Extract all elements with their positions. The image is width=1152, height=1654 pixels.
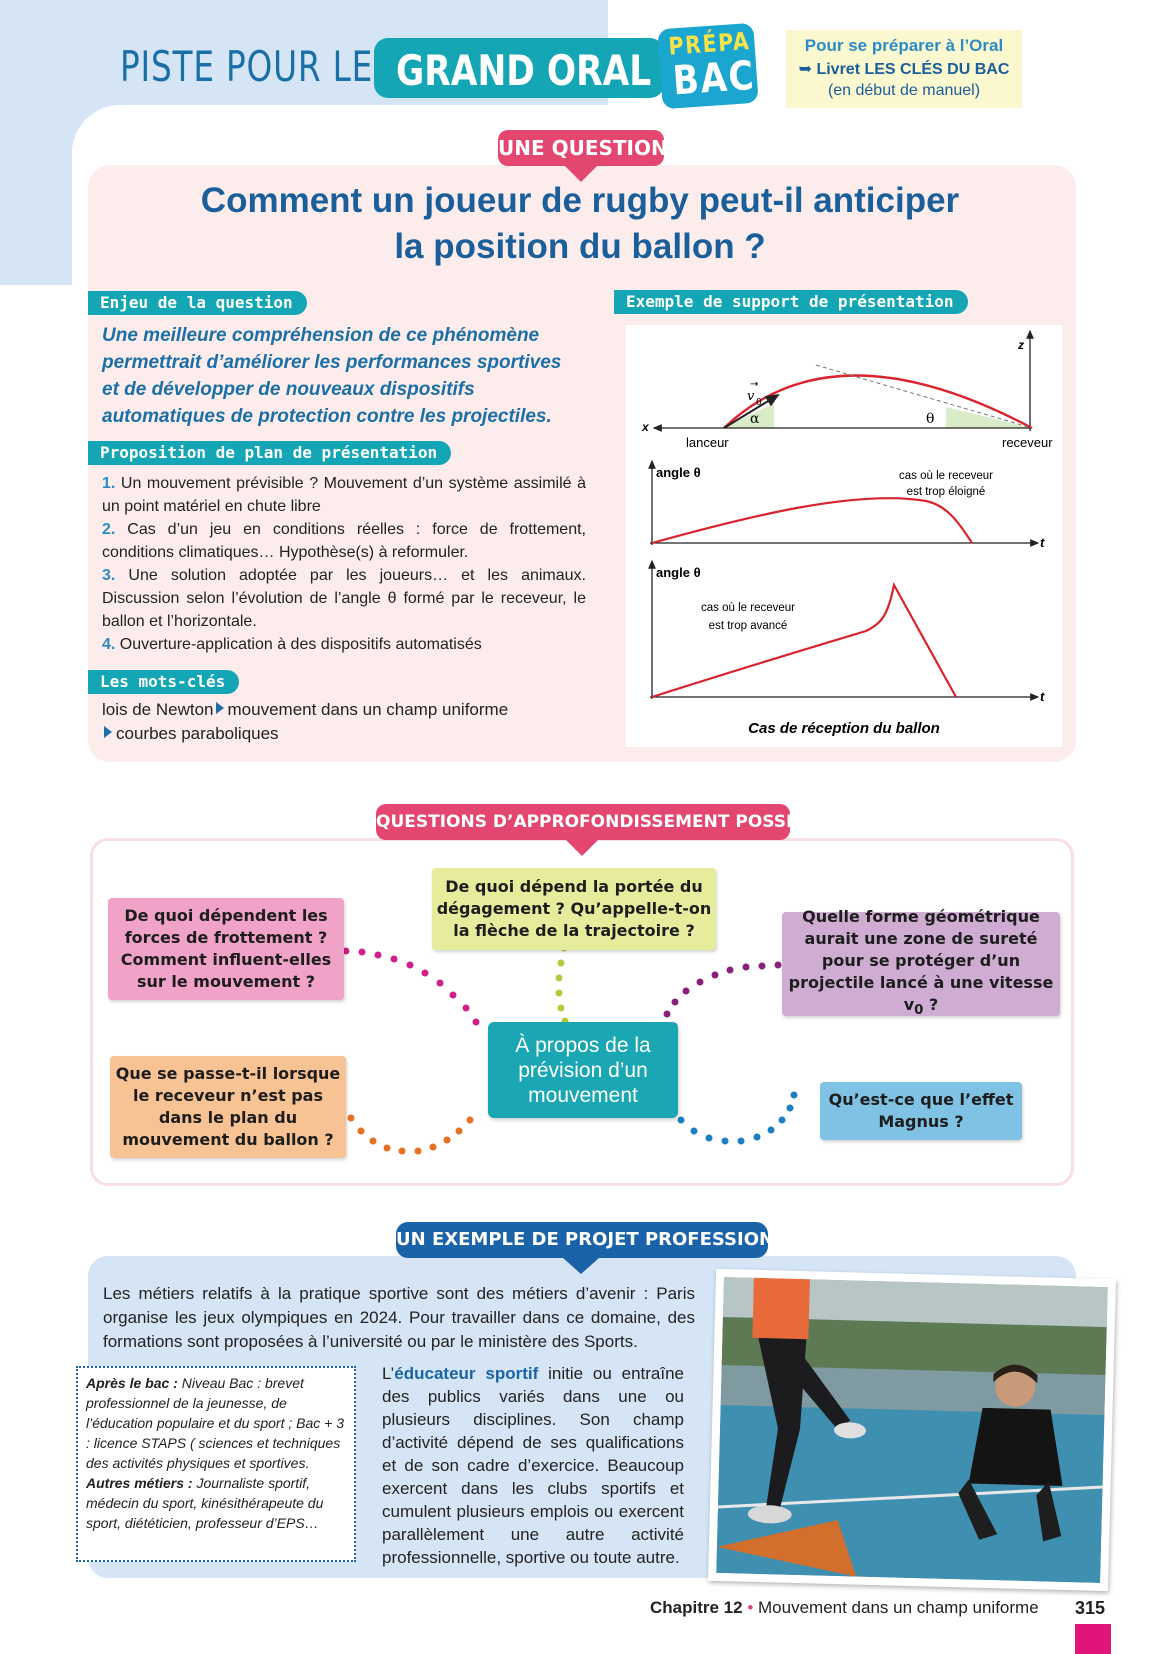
badge-top-text: PRÉPA xyxy=(667,27,752,61)
alpha-label: α xyxy=(750,411,760,427)
question-title-line1: Comment un joueur de rugby peut-il anticiper xyxy=(200,181,960,220)
educator-description xyxy=(382,1362,684,1569)
v0-subscript: 0 xyxy=(756,398,762,408)
sports-training-photo xyxy=(708,1269,1116,1591)
oral-note-line1: Pour se préparer à l’Oral xyxy=(804,36,1004,55)
photo-illustration xyxy=(716,1277,1108,1583)
question-bubble-forme xyxy=(782,906,1060,1019)
question-bubble-plan: Que se passe-t-il lorsque le receveur n’est pas dans le plan du mouvement du ballon ? xyxy=(110,1056,346,1158)
question-forme-main: Quelle forme géométrique aurait une zone de sureté pour se protéger d’un projectile lancé à une vitesse v xyxy=(788,906,1054,1014)
graph2-note-line1: cas où le receveur xyxy=(701,602,795,614)
footer-bullet: • xyxy=(747,1598,754,1617)
graph2-t-label: t xyxy=(1040,689,1045,704)
after-bac-text: Niveau Bac : brevet professionnel de la jeunesse, de l’éducation populaire et du sport ; Bac + 3 : licence STAPS ( sciences et techniques des activités physiques et sportives. xyxy=(86,1375,345,1471)
plan-item-text: Une solution adoptée par les joueurs… et les animaux. Discussion selon l’évolution de l’angle θ formé par le receveur, le ballon et l’horizontale. xyxy=(102,567,586,630)
figure-caption: Cas de réception du ballon xyxy=(748,720,940,737)
theta-label: θ xyxy=(926,411,935,427)
graph1-note-line1: cas où le receveur xyxy=(899,470,993,482)
educator-prefix: L’ xyxy=(382,1364,395,1383)
question-forme-subscript: 0 xyxy=(914,1003,924,1019)
professional-intro: Les métiers relatifs à la pratique sportive sont des métiers d’avenir : Paris organise les jeux olympiques en 2024. Pour travailler dans ce domaine, des formations sont proposées à l’université ou par le ministère des Sports. xyxy=(103,1284,695,1351)
connector-plan xyxy=(348,1115,474,1155)
educator-highlight: éducateur sportif xyxy=(394,1364,539,1383)
footer-chapter-number: Chapitre 12 xyxy=(650,1598,743,1617)
receiver-label: receveur xyxy=(1002,435,1053,450)
graph1-y-label: angle θ xyxy=(656,465,701,480)
x-axis-label: x xyxy=(642,420,649,434)
page-title-prefix: PISTE POUR LE xyxy=(120,42,374,91)
graph1-note-line2: est trop éloigné xyxy=(906,486,986,498)
graph2-y-label: angle θ xyxy=(656,565,701,580)
deepening-questions-tag: QUESTIONS D’APPROFONDISSEMENT POSSIBLES xyxy=(376,804,790,840)
mind-map-center: À propos de la prévision d’un mouvement xyxy=(488,1022,678,1118)
plan-item-text: Ouverture-application à des dispositifs automatisés xyxy=(119,636,482,653)
support-tag: Exemple de support de présentation xyxy=(614,290,968,314)
footer-chapter-title: Mouvement dans un champ uniforme xyxy=(758,1598,1039,1617)
keyword: mouvement dans un champ uniforme xyxy=(227,700,509,719)
question-title-line2: la position du ballon ? xyxy=(394,227,766,266)
educator-text: initie ou entraîne des publics variés dans une ou plusieurs disciplines. Son champ d’activité dépend de ses qualifications et de son cadre d’exercice. Beaucoup exercent dans les clubs sportifs et cumulent plusieurs emplois ou exercent parallèlement une autre activité professionnelle, sportive ou toute autre. xyxy=(382,1364,685,1567)
question-bubble-portee: De quoi dépend la portée du dégagement ? Qu’appelle-t-on la flèche de la trajectoire ? xyxy=(432,868,716,950)
connector-magnus xyxy=(667,1092,798,1145)
plan-item-number: 2. xyxy=(102,521,116,538)
enjeu-text: Une meilleure compréhension de ce phénomène permettrait d’améliorer les performances sportives et de développer de nouveaux dispositifs automatiques de protection contre les projectiles. xyxy=(102,325,562,427)
question-bubble-frottement: De quoi dépendent les forces de frottement ? Comment influent-elles sur le mouvement ? xyxy=(108,898,344,1000)
graph2-note-line2: est trop avancé xyxy=(708,620,788,632)
page-number: 315 xyxy=(1075,1598,1106,1618)
page-title-main: GRAND ORAL xyxy=(396,46,652,95)
question-tag: UNE QUESTION xyxy=(498,130,664,166)
plan-item-text: Un mouvement prévisible ? Mouvement d’un système assimilé à un point matériel en chute libre xyxy=(102,475,586,515)
keywords-tag: Les mots-clés xyxy=(88,670,239,694)
footer-chapter xyxy=(650,1598,1039,1618)
connector-portee xyxy=(556,945,569,1025)
connector-frottement xyxy=(343,948,480,1026)
plan-tag: Proposition de plan de présentation xyxy=(88,441,451,465)
page-corner-tab xyxy=(1075,1624,1111,1654)
other-jobs-heading: Autres métiers : xyxy=(86,1475,193,1491)
keyword: lois de Newton xyxy=(102,700,214,719)
badge-bottom-text: BAC xyxy=(671,52,757,105)
keyword: courbes paraboliques xyxy=(116,724,279,743)
connector-forme xyxy=(664,962,782,1030)
plan-item-number: 3. xyxy=(102,567,116,584)
oral-note-line3: (en début de manuel) xyxy=(827,82,981,99)
plan-item-number: 4. xyxy=(102,636,116,653)
after-bac-heading: Après le bac : xyxy=(86,1375,178,1391)
enjeu-tag: Enjeu de la question xyxy=(88,291,307,315)
question-forme-end: ? xyxy=(923,994,939,1014)
plan-item-text: Cas d’un jeu en conditions réelles : force de frottement, conditions climatiques… Hypothèse(s) à reformuler. xyxy=(102,521,586,561)
professional-tag-arrow xyxy=(563,1258,599,1274)
oral-note-line2: ➥ Livret LES CLÉS DU BAC xyxy=(798,61,1010,78)
professional-project-tag: UN EXEMPLE DE PROJET PROFESSIONNEL xyxy=(396,1222,768,1258)
studies-info-box xyxy=(76,1366,356,1562)
z-axis-label: z xyxy=(1018,338,1024,352)
launcher-label: lanceur xyxy=(686,435,729,450)
other-jobs-text: Journaliste sportif, médecin du sport, kinésithérapeute du sport, diététicien, professeur d’EPS… xyxy=(86,1475,324,1531)
plan-item-number: 1. xyxy=(102,475,116,492)
vector-arrow-icon: → xyxy=(750,379,759,390)
graph1-t-label: t xyxy=(1040,535,1045,550)
question-bubble-magnus: Qu’est-ce que l’effet Magnus ? xyxy=(820,1082,1022,1140)
v0-label: v xyxy=(747,389,755,404)
question-forme-text xyxy=(782,906,1060,1022)
